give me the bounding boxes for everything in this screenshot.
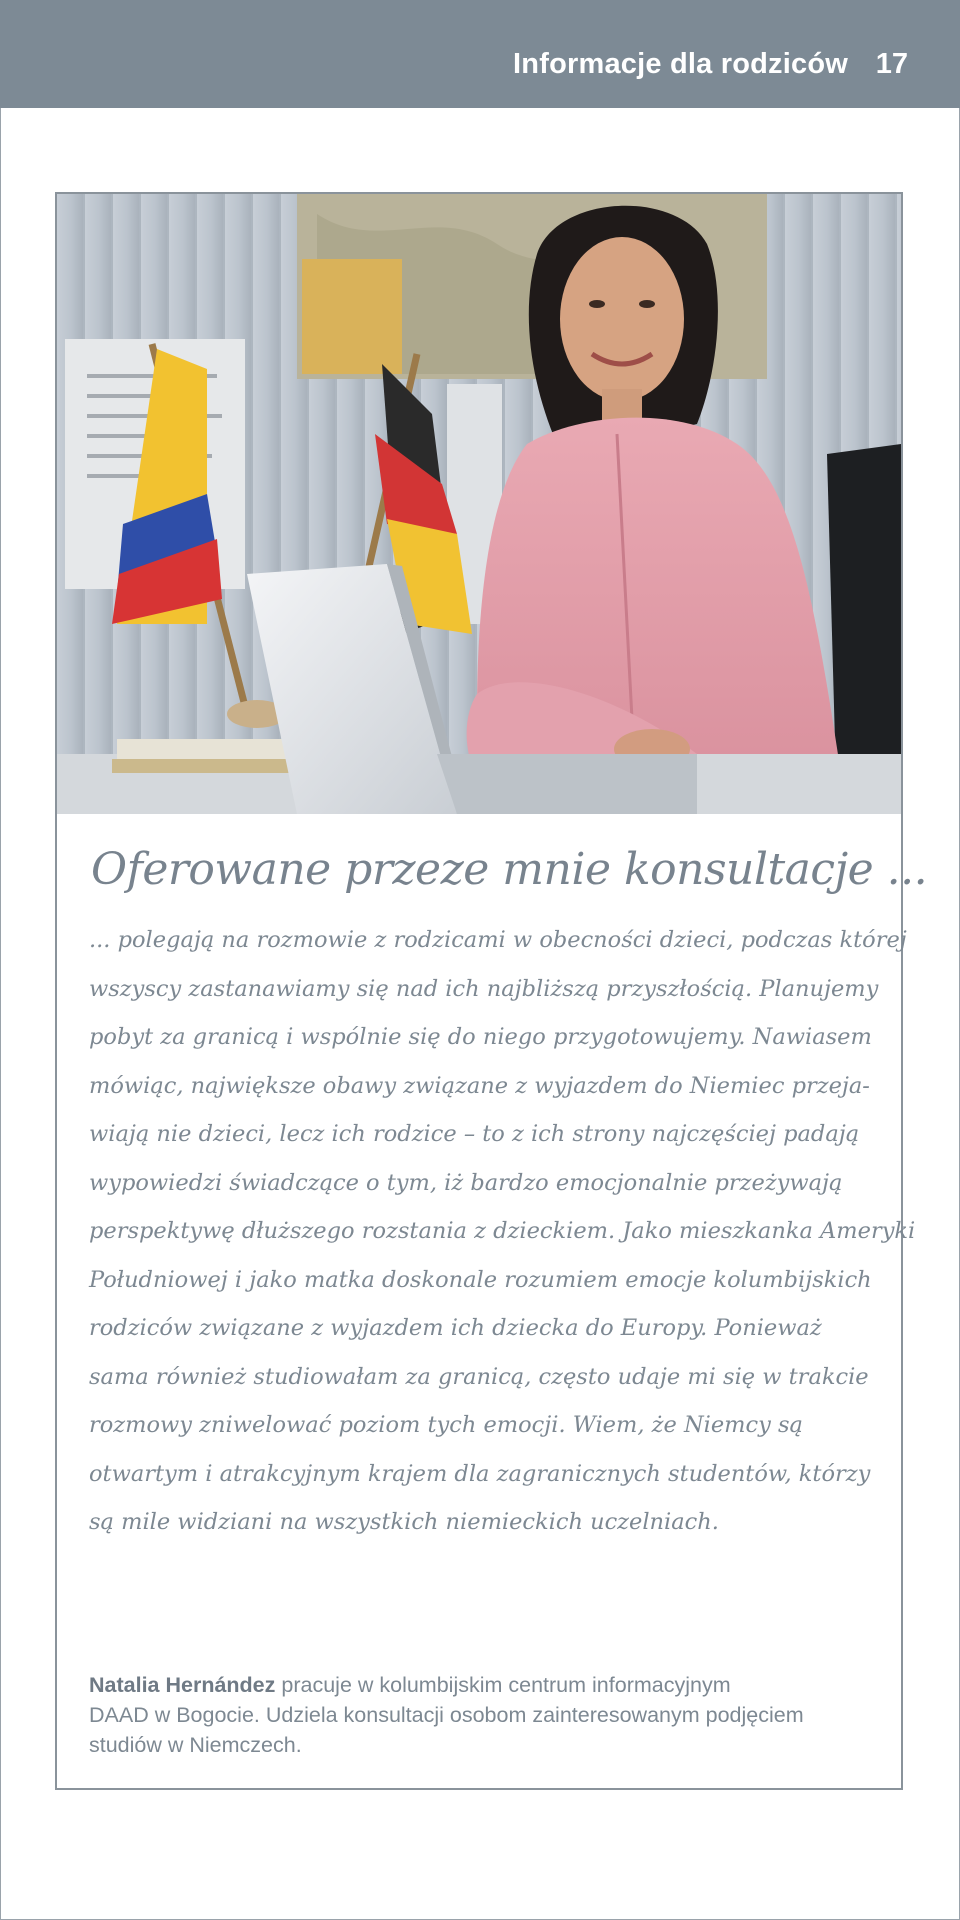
bio-line-1 — [89, 1670, 879, 1700]
portrait-photo-icon — [57, 194, 901, 814]
author-name: Natalia Hernández — [89, 1673, 276, 1697]
body-line: wiają nie dzieci, lecz ich rodzice – to z ich strony najczęściej padają — [89, 1121, 860, 1147]
article-headline: Oferowane przeze mnie konsultacje ... — [91, 844, 928, 895]
body-line: Południowej i jako matka doskonale rozumiem emocje kolumbijskich — [89, 1266, 872, 1293]
page-number: 17 — [875, 48, 908, 80]
body-line: są mile widziani na wszystkich niemieckich uczelniach. — [89, 1509, 719, 1535]
author-bio — [89, 1670, 879, 1760]
body-line: wszyscy zastanawiamy się nad ich najbliższą przyszłością. Planujemy — [89, 975, 879, 1002]
article-body — [89, 916, 916, 1547]
article-card — [55, 192, 928, 1790]
bio-line-3: studiów w Niemczech. — [89, 1733, 302, 1757]
body-line: rodziców związane z wyjazdem ich dziecka do Europy. Ponieważ — [89, 1315, 822, 1341]
body-line: rozmowy zniwelować poziom tych emocji. Wiem, że Niemcy są — [89, 1412, 803, 1438]
body-line: mówiąc, największe obawy związane z wyjazdem do Niemiec przeja- — [89, 1072, 870, 1099]
body-line: pobyt za granicą i wspólnie się do niego przygotowujemy. Nawiasem — [89, 1024, 872, 1050]
bio-line-1-rest: pracuje w kolumbijskim centrum informacyjnym — [275, 1673, 731, 1697]
body-line: wypowiedzi świadczące o tym, iż bardzo emocjonalnie przeżywają — [89, 1169, 843, 1196]
header-bar — [0, 0, 960, 108]
bio-line-2: DAAD w Bogocie. Udziela konsultacji osobom zainteresowanym podjęciem — [89, 1703, 804, 1727]
body-line: ... polegają na rozmowie z rodzicami w obecności dzieci, podczas której — [89, 927, 907, 953]
body-line: otwartym i atrakcyjnym krajem dla zagranicznych studentów, którzy — [89, 1460, 871, 1487]
header-title: Informacje dla rodziców — [513, 48, 848, 80]
body-line: sama również studiowałam za granicą, często udaje mi się w trakcie — [89, 1363, 869, 1390]
body-line: perspektywę dłuższego rozstania z dzieckiem. Jako mieszkanka Ameryki — [89, 1218, 916, 1244]
